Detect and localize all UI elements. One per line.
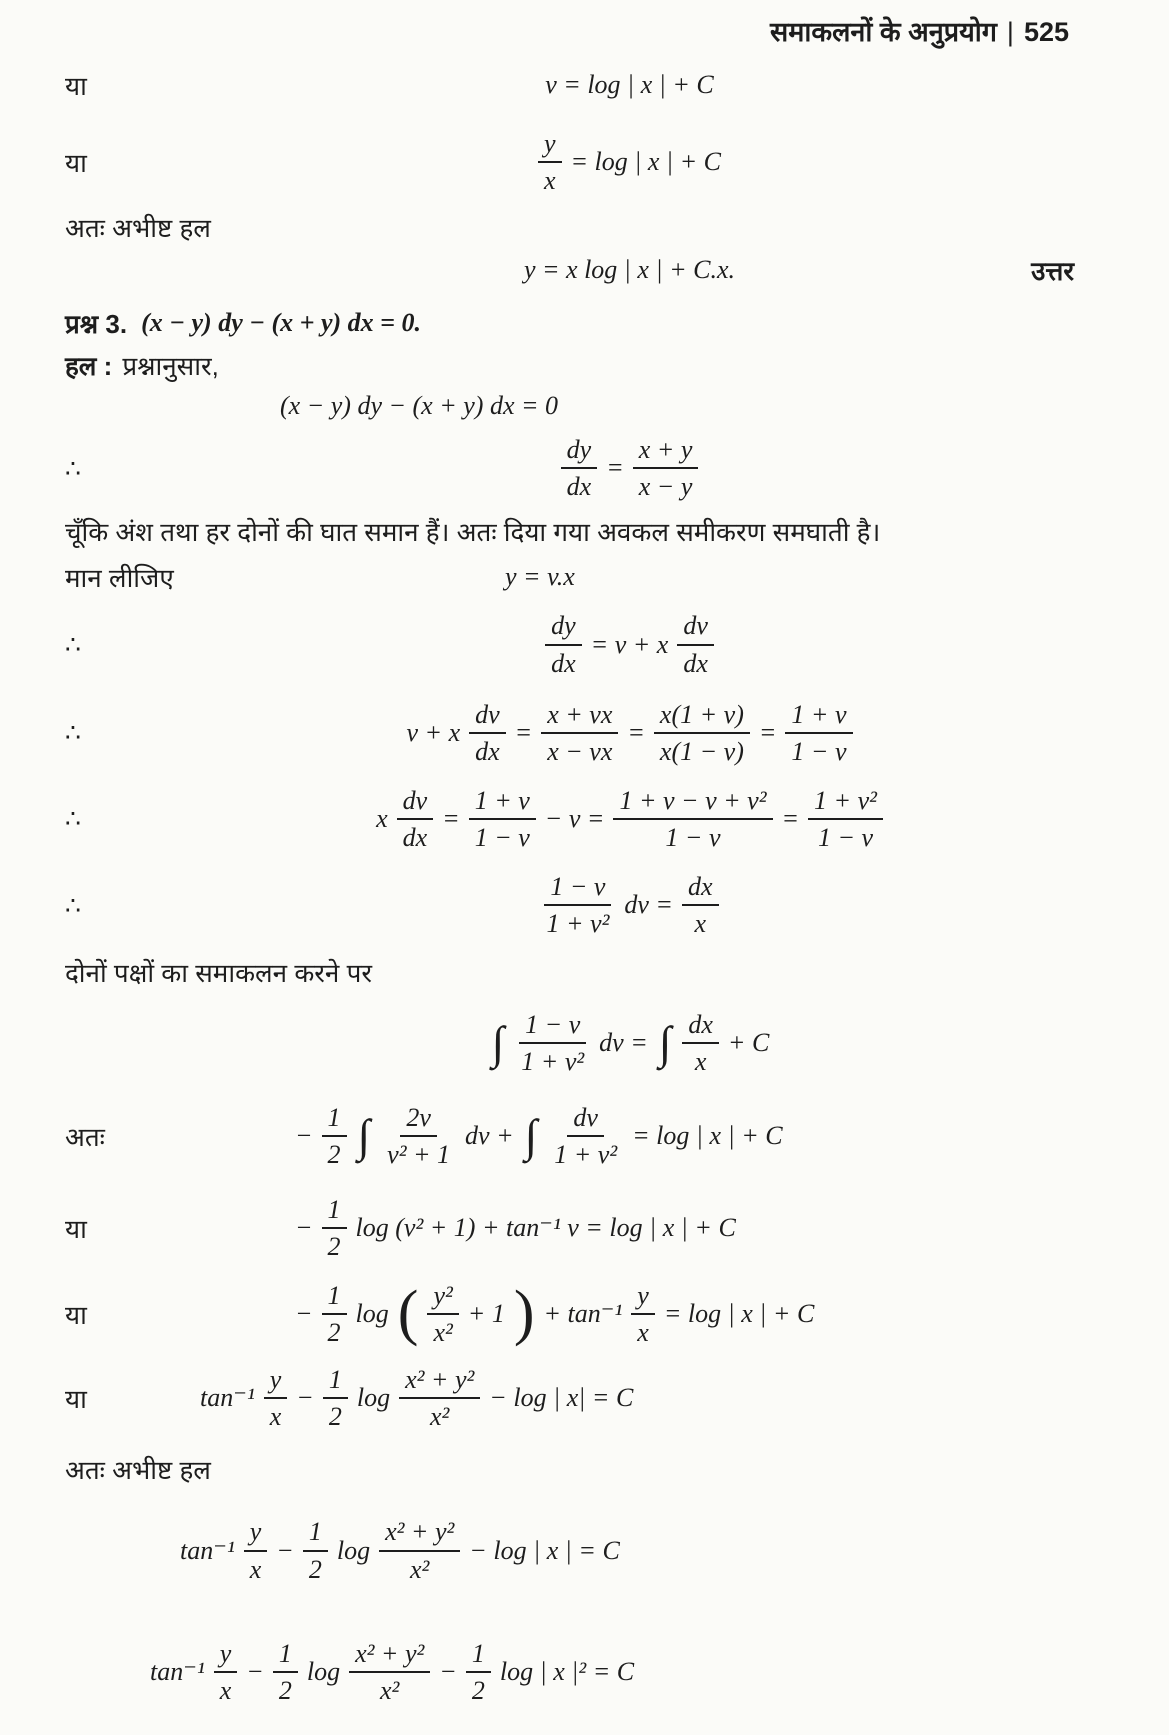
fraction <box>613 786 772 852</box>
equation-rhs: log | x |² = C <box>499 1656 635 1686</box>
numerator: 1 − v <box>519 1010 586 1044</box>
fraction <box>397 786 434 852</box>
fraction <box>244 1517 268 1583</box>
arctan-function: tan⁻¹ <box>180 1535 235 1565</box>
equation-middle: − v = <box>544 803 605 833</box>
denominator: 2 <box>327 1231 341 1261</box>
fraction <box>379 1517 460 1583</box>
log-function: log <box>355 1299 389 1329</box>
arctan-function: tan⁻¹ <box>200 1383 255 1413</box>
row-label: या <box>65 1384 87 1415</box>
integral-icon: ∫ <box>658 1017 672 1069</box>
equation <box>538 129 721 195</box>
numerator: dv <box>469 700 506 734</box>
equation-row <box>65 1517 1074 1583</box>
equation-middle: dv = <box>624 890 673 920</box>
fraction <box>466 1639 491 1705</box>
equation-row <box>65 129 1074 195</box>
operator: = <box>514 717 533 747</box>
denominator: x² <box>433 1318 453 1348</box>
text-row <box>65 209 1074 245</box>
equation-row <box>65 1281 1074 1347</box>
numerator: x² + y² <box>349 1639 430 1673</box>
fraction <box>214 1639 238 1705</box>
numerator: 1 + v² <box>808 786 883 820</box>
therefore-symbol: ∴ <box>65 630 81 660</box>
fraction <box>545 611 582 677</box>
numerator: 1 <box>322 1195 347 1229</box>
denominator: x − vx <box>547 736 613 766</box>
denominator: v² + 1 <box>387 1139 451 1169</box>
operator: = <box>781 803 800 833</box>
denominator: x <box>694 1047 707 1077</box>
fraction <box>303 1517 328 1583</box>
numerator: 2v <box>400 1103 437 1137</box>
equation-row <box>65 1103 1074 1169</box>
numerator: 1 + v <box>469 786 536 820</box>
denominator: x² <box>410 1554 430 1584</box>
operator: = <box>442 803 460 833</box>
fraction <box>469 786 536 852</box>
fraction <box>541 700 618 766</box>
numerator: dv <box>677 611 714 645</box>
minus-sign: − <box>295 1299 313 1329</box>
fraction <box>808 786 883 852</box>
fraction <box>548 1103 623 1169</box>
denominator: 1 + v² <box>546 909 610 939</box>
numerator: 1 − v <box>544 872 611 906</box>
left-paren: ( <box>397 1279 419 1348</box>
equation-rhs: − log | x| = C <box>489 1383 634 1413</box>
integral-icon: ∫ <box>491 1017 505 1069</box>
row-label: अतः <box>65 1121 105 1152</box>
fraction <box>349 1639 430 1705</box>
statement-text: दोनों पक्षों का समाकलन करने पर <box>65 958 372 989</box>
denominator: 1 + v² <box>521 1047 585 1077</box>
equation-middle: dv + <box>465 1120 514 1150</box>
statement-text: अतः अभीष्ट हल <box>65 1455 211 1486</box>
numerator: x + vx <box>541 700 618 734</box>
denominator: 2 <box>471 1675 485 1705</box>
numerator: 1 <box>323 1365 348 1399</box>
equation-middle: dv = <box>599 1028 648 1058</box>
equation-row <box>65 1010 1074 1076</box>
equation-prefix: v + x <box>406 717 461 747</box>
fraction <box>515 1010 590 1076</box>
denominator: x(1 − v) <box>659 736 744 766</box>
header-separator: | <box>1006 17 1014 47</box>
equation <box>545 611 714 677</box>
numerator: dv <box>397 786 434 820</box>
row-label: या <box>65 148 87 179</box>
equation-rhs: = log | x | + C <box>632 1120 783 1150</box>
therefore-symbol: ∴ <box>65 890 81 920</box>
fraction <box>654 700 750 766</box>
equation-row <box>65 559 1074 595</box>
denominator: x² <box>380 1675 400 1705</box>
denominator: dx <box>566 472 592 502</box>
denominator: x <box>543 166 556 196</box>
numerator: 1 + v <box>785 700 852 734</box>
equation-row <box>65 786 1074 852</box>
equation-row <box>65 391 1074 421</box>
equation-row <box>65 700 1074 766</box>
numerator: 1 <box>322 1103 347 1137</box>
fraction <box>273 1639 298 1705</box>
answer-tag: उत्तर <box>1031 256 1074 287</box>
right-paren: ) <box>513 1279 535 1348</box>
minus-sign: − <box>276 1535 294 1565</box>
denominator: x <box>269 1402 282 1432</box>
question-label: प्रश्न 3. <box>65 309 128 340</box>
integral-icon: ∫ <box>524 1109 538 1161</box>
numerator: dy <box>561 435 598 469</box>
fraction <box>399 1365 480 1431</box>
solution-row <box>65 347 1074 383</box>
question-row <box>65 305 1074 341</box>
equation-row <box>65 872 1074 938</box>
equation: (x − y) dy − (x + y) dx = 0 <box>280 391 559 421</box>
arctan-function: tan⁻¹ <box>150 1656 205 1686</box>
numerator: 1 <box>273 1639 298 1673</box>
text-row <box>65 513 1074 549</box>
denominator: x <box>219 1675 232 1705</box>
fraction <box>323 1365 348 1431</box>
row-label: या <box>65 1213 87 1244</box>
denominator: dx <box>402 822 428 852</box>
equation <box>561 435 699 501</box>
numerator: y <box>244 1517 268 1551</box>
numerator: y <box>264 1365 288 1399</box>
fraction <box>427 1281 458 1347</box>
denominator: 1 − v <box>665 822 721 852</box>
equation-row <box>65 255 1074 285</box>
equation <box>540 872 718 938</box>
fraction <box>469 700 506 766</box>
textbook-page <box>65 12 1074 1705</box>
page-header <box>65 12 1074 49</box>
denominator: x <box>637 1318 649 1348</box>
fraction <box>785 700 852 766</box>
equation <box>200 1365 633 1431</box>
fraction <box>322 1281 347 1347</box>
numerator: dx <box>682 1010 719 1044</box>
denominator: 2 <box>278 1675 292 1705</box>
minus-sign: − <box>246 1656 264 1686</box>
denominator: 2 <box>328 1402 342 1432</box>
question-equation: (x − y) dy − (x + y) dx = 0. <box>141 308 421 338</box>
log-function: log <box>336 1535 371 1565</box>
denominator: 2 <box>308 1554 322 1584</box>
denominator: x² <box>430 1402 450 1432</box>
numerator: y² <box>427 1281 458 1315</box>
therefore-symbol: ∴ <box>65 804 81 834</box>
denominator: 1 − v <box>474 822 530 852</box>
equation-row <box>65 435 1074 501</box>
equation-middle: + tan⁻¹ <box>543 1299 623 1329</box>
equation-rhs: = log | x | + C <box>570 147 722 177</box>
equation-rhs: = log | x | + C <box>663 1299 815 1329</box>
denominator: x <box>694 909 707 939</box>
equation-row <box>65 1639 1074 1705</box>
row-label: या <box>65 71 87 101</box>
equation <box>295 1195 736 1261</box>
equation-row <box>65 611 1074 677</box>
equation: y = v.x <box>505 562 575 592</box>
denominator: dx <box>551 648 576 678</box>
solution-label: हल : <box>65 351 113 382</box>
equation-middle: = v + x <box>590 629 669 659</box>
equation <box>295 1103 783 1169</box>
minus-sign: − <box>295 1212 313 1242</box>
fraction <box>538 129 562 195</box>
numerator: 1 <box>322 1281 347 1315</box>
numerator: dx <box>682 872 719 906</box>
minus-sign: − <box>295 1120 313 1150</box>
fraction <box>540 872 615 938</box>
numerator: 1 <box>466 1639 491 1673</box>
fraction <box>322 1103 347 1169</box>
equation: y = x log | x | + C.x. <box>523 255 736 285</box>
numerator: x² + y² <box>399 1365 480 1399</box>
row-label: मान लीजिए <box>65 563 174 594</box>
numerator: x² + y² <box>379 1517 460 1551</box>
fraction <box>631 1281 655 1347</box>
equation <box>490 1010 770 1076</box>
numerator: y <box>214 1639 238 1673</box>
numerator: 1 + v − v + v² <box>613 786 772 820</box>
equation <box>376 786 883 852</box>
numerator: y <box>538 129 562 163</box>
equation-rest: log (v² + 1) + tan⁻¹ v = log | x | + C <box>355 1212 736 1242</box>
statement-text: चूँकि अंश तथा हर दोनों की घात समान हैं। अतः दिया गया अवकल समीकरण समघाती है। <box>65 517 881 548</box>
equation <box>406 700 852 766</box>
denominator: x − y <box>638 472 693 502</box>
operator: = <box>606 453 624 483</box>
operator: = <box>627 717 645 747</box>
log-function: log <box>356 1383 391 1413</box>
denominator: x <box>249 1554 262 1584</box>
plus-one: + 1 <box>467 1299 505 1329</box>
operator: = <box>758 717 777 747</box>
fraction <box>682 872 719 938</box>
denominator: 1 − v <box>817 822 874 852</box>
denominator: dx <box>683 648 708 678</box>
chapter-title: समाकलनों के अनुप्रयोग <box>769 17 997 47</box>
numerator: x + y <box>633 435 699 469</box>
denominator: 2 <box>327 1139 341 1169</box>
denominator: dx <box>475 736 500 766</box>
equation-row <box>65 67 1074 103</box>
integral-icon: ∫ <box>357 1109 371 1161</box>
numerator: x(1 + v) <box>654 700 750 734</box>
statement-text: अतः अभीष्ट हल <box>65 213 211 244</box>
minus-sign: − <box>439 1656 457 1686</box>
equation-row <box>65 1195 1074 1261</box>
equation-tail: + C <box>727 1028 770 1058</box>
denominator: 1 − v <box>791 736 847 766</box>
equation <box>180 1517 620 1583</box>
equation <box>150 1639 634 1705</box>
denominator: 1 + v² <box>554 1139 618 1169</box>
denominator: 2 <box>327 1318 341 1348</box>
numerator: 1 <box>303 1517 328 1551</box>
fraction <box>682 1010 719 1076</box>
therefore-symbol: ∴ <box>65 453 81 483</box>
fraction <box>264 1365 288 1431</box>
numerator: dy <box>545 611 582 645</box>
equation <box>295 1281 814 1347</box>
equation-row <box>65 1365 1074 1431</box>
row-label: या <box>65 1300 87 1331</box>
page-number: 525 <box>1023 17 1069 47</box>
equation-rhs: − log | x | = C <box>469 1535 620 1565</box>
numerator: dv <box>567 1103 604 1137</box>
numerator: y <box>631 1281 655 1315</box>
text-row <box>65 1451 1074 1487</box>
log-function: log <box>306 1656 341 1686</box>
minus-sign: − <box>296 1383 314 1413</box>
fraction <box>561 435 598 501</box>
equation-prefix: x <box>376 803 388 833</box>
equation: v = log | x | + C <box>545 70 714 99</box>
fraction <box>633 435 699 501</box>
fraction <box>381 1103 456 1169</box>
text-row <box>65 954 1074 990</box>
solution-text: प्रश्नानुसार, <box>122 351 219 382</box>
fraction <box>677 611 714 677</box>
fraction <box>322 1195 347 1261</box>
therefore-symbol: ∴ <box>65 718 81 748</box>
